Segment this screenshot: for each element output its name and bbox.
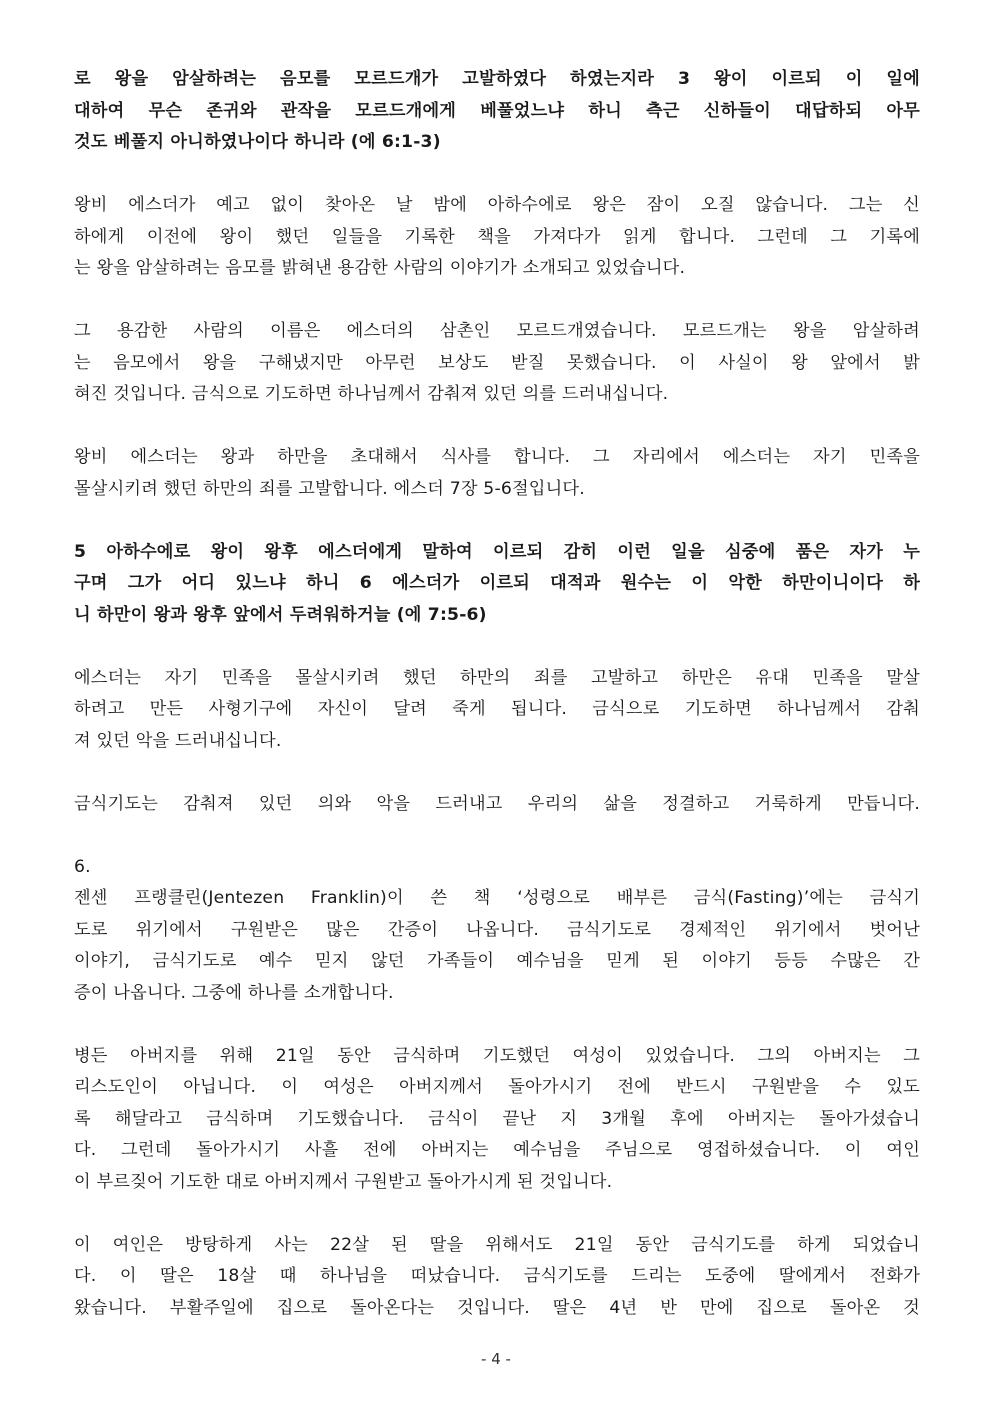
paragraph-spacer <box>74 1009 920 1041</box>
text-line: 5 아하수에로 왕이 왕후 에스더에게 말하여 이르되 감히 이런 일을 심중에 품은 자가 누 <box>74 541 920 562</box>
text-line: 대하여 무슨 존귀와 관작을 모르드개에게 베풀었느냐 하니 측근 신하들이 대답하되 아무 <box>74 100 920 121</box>
paragraph-spacer <box>74 820 920 852</box>
text-line: 6. <box>74 856 91 877</box>
text-line: 리스도인이 아닙니다. 이 여성은 아버지께서 돌아가시기 전에 반드시 구원받을 수 있도 <box>74 1077 920 1097</box>
text-line: 몰살시키려 했던 하만의 죄를 고발합니다. 에스더 7장 5-6절입니다. <box>74 478 585 499</box>
text-line: 니 하만이 왕과 왕후 앞에서 두려워하거늘 (에 7:5-6) <box>74 604 487 625</box>
text-line: 증이 나옵니다. 그중에 하나를 소개합니다. <box>74 982 394 1003</box>
paragraph-spacer <box>74 757 920 789</box>
text-line: 도로 위기에서 구원받은 많은 간증이 나옵니다. 금식기도로 경제적인 위기에서 벗어난 <box>74 919 920 940</box>
body-paragraph <box>74 1230 920 1325</box>
text-line: 병든 아버지를 위해 21일 동안 금식하며 기도했던 여성이 있었습니다. 그의 아버지는 그 <box>74 1045 920 1066</box>
paragraph-spacer <box>74 159 920 191</box>
text-line: 이 부르짖어 기도한 대로 아버지께서 구원받고 돌아가시게 된 것입니다. <box>74 1171 613 1192</box>
text-line: 이야기, 금식기도로 예수 믿지 않던 가족들이 예수님을 믿게 된 이야기 등등 수많은 간 <box>74 951 920 971</box>
text-line: 다. 그런데 돌아가시기 사흘 전에 아버지는 예수님을 주님으로 영접하셨습니다. 이 여인 <box>74 1140 920 1160</box>
document-body <box>74 64 920 1324</box>
body-paragraph <box>74 883 920 1009</box>
paragraph-spacer <box>74 411 920 443</box>
text-line: 이 여인은 방탕하게 사는 22살 된 딸을 위해서도 21일 동안 금식기도를 하게 되었습니 <box>74 1234 920 1255</box>
paragraph-spacer <box>74 631 920 663</box>
text-line: 하려고 만든 사형기구에 자신이 달려 죽게 됩니다. 금식으로 기도하면 하나님께서 감춰 <box>74 699 920 719</box>
text-line: 것도 베풀지 아니하였나이다 하니라 (에 6:1-3) <box>74 132 441 152</box>
text-line: 다. 이 딸은 18살 때 하나님을 떠났습니다. 금식기도를 드리는 도중에 딸에게서 전화가 <box>74 1266 920 1286</box>
text-line: 록 해달라고 금식하며 기도했습니다. 금식이 끝난 지 3개월 후에 아버지는 돌아가셨습니 <box>74 1108 920 1129</box>
paragraph-spacer <box>74 285 920 317</box>
text-line: 혀진 것입니다. 금식으로 기도하면 하나님께서 감춰져 있던 의를 드러내십니다. <box>74 384 669 404</box>
text-line: 져 있던 악을 드러내십니다. <box>74 730 282 751</box>
paragraph-spacer <box>74 505 920 537</box>
text-line: 젠센 프랭클린(Jentezen Franklin)이 쓴 책 ‘성령으로 배부른 금식(Fasting)’에는 금식기 <box>74 888 920 908</box>
text-line: 에스더는 자기 민족을 몰살시키려 했던 하만의 죄를 고발하고 하만은 유대 민족을 말살 <box>74 667 920 688</box>
page-number: - 4 - <box>481 1350 511 1368</box>
text-line: 그 용감한 사람의 이름은 에스더의 삼촌인 모르드개였습니다. 모르드개는 왕을 암살하려 <box>74 321 920 341</box>
text-line: 왕비 에스더가 예고 없이 찾아온 날 밤에 아하수에로 왕은 잠이 오질 않습니다. 그는 신 <box>74 195 920 215</box>
text-line: 로 왕을 암살하려는 음모를 모르드개가 고발하였다 하였는지라 3 왕이 이르되 이 일에 <box>74 69 920 89</box>
text-line: 왕비 에스더는 왕과 하만을 초대해서 식사를 합니다. 그 자리에서 에스더는 자기 민족을 <box>74 447 920 467</box>
text-line: 는 음모에서 왕을 구해냈지만 아무런 보상도 받질 못했습니다. 이 사실이 왕 앞에서 밝 <box>74 352 920 373</box>
body-paragraph <box>74 789 920 821</box>
body-paragraph <box>74 442 920 505</box>
text-line: 금식기도는 감춰져 있던 의와 악을 드러내고 우리의 삶을 정결하고 거룩하게 만듭니다. <box>74 793 920 814</box>
body-paragraph <box>74 852 920 884</box>
scripture-quote-paragraph <box>74 64 920 159</box>
text-line: 하에게 이전에 왕이 했던 일들을 기록한 책을 가져다가 읽게 합니다. 그런데 그 기록에 <box>74 226 920 247</box>
body-paragraph <box>74 190 920 285</box>
body-paragraph <box>74 1041 920 1199</box>
body-paragraph <box>74 316 920 411</box>
body-paragraph <box>74 663 920 758</box>
scripture-quote-paragraph <box>74 537 920 632</box>
paragraph-spacer <box>74 1198 920 1230</box>
text-line: 구며 그가 어디 있느냐 하니 6 에스더가 이르되 대적과 원수는 이 악한 하만이니이다 하 <box>74 573 920 593</box>
text-line: 왔습니다. 부활주일에 집으로 돌아온다는 것입니다. 딸은 4년 반 만에 집으로 돌아온 것 <box>74 1297 920 1318</box>
text-line: 는 왕을 암살하려는 음모를 밝혀낸 용감한 사람의 이야기가 소개되고 있었습니다. <box>74 258 686 278</box>
